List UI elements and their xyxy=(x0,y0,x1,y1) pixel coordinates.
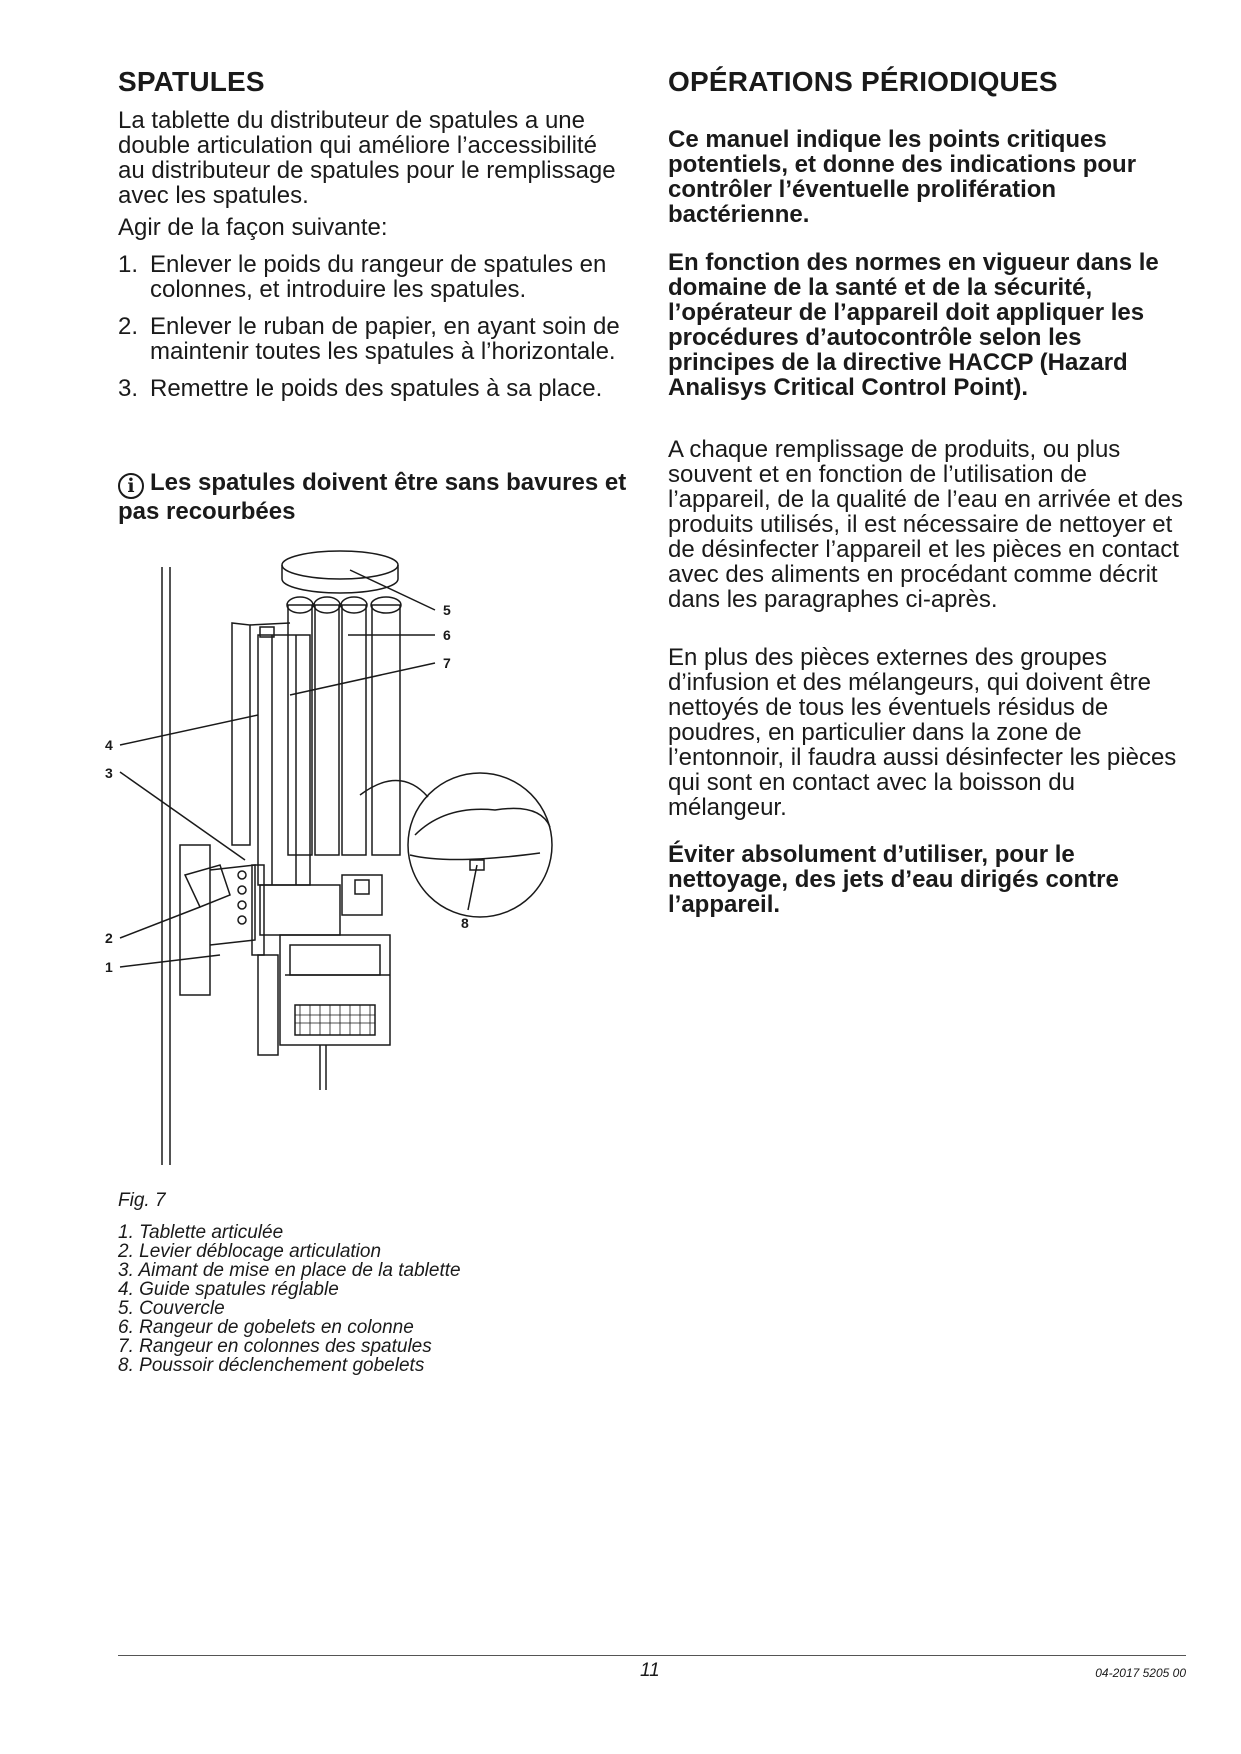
figure-7-illustration xyxy=(105,535,570,1170)
callout-2: 2 xyxy=(105,930,113,946)
critical-points-paragraph: Ce manuel indique les points critiques potentiels, et donne des indications pour contrôler l’éventuelle prolifération bactérienne. xyxy=(668,126,1137,228)
steps-list xyxy=(118,252,638,401)
callout-5: 5 xyxy=(443,602,451,618)
info-note: i Les spatules doivent être sans bavures et pas recourbées xyxy=(118,469,627,525)
dispenser-head xyxy=(280,935,390,1045)
legend-item: 6. Rangeur de gobelets en colonne xyxy=(118,1317,414,1338)
list-item: 1. Enlever le poids du rangeur de spatules en colonnes, et introduire les spatules. xyxy=(118,251,607,303)
intro-paragraph: La tablette du distributeur de spatules a une double articulation qui améliore l’accessibilité au distributeur de spatules pour le remplissage avec les spatules. xyxy=(118,107,616,209)
machine-drawing xyxy=(105,535,570,1170)
legend-item: 3. Aimant de mise en place de la tablette xyxy=(118,1260,461,1281)
list-item: 2. Enlever le ruban de papier, en ayant soin de maintenir toutes les spatules à l’horizontale. xyxy=(118,313,620,365)
detail-zoom-circle xyxy=(408,773,552,917)
callout-8: 8 xyxy=(461,915,469,931)
callout-1: 1 xyxy=(105,959,113,975)
section-title-spatules: SPATULES xyxy=(118,66,265,97)
callout-3: 3 xyxy=(105,765,113,781)
callout-7: 7 xyxy=(443,655,451,671)
footer-divider xyxy=(118,1655,1186,1656)
legend-item: 7. Rangeur en colonnes des spatules xyxy=(118,1336,432,1357)
legend-item: 1. Tablette articulée xyxy=(118,1222,284,1243)
info-icon: i xyxy=(118,473,144,499)
list-item: 3. Remettre le poids des spatules à sa place. xyxy=(118,375,603,402)
legend-item: 8. Poussoir déclenchement gobelets xyxy=(118,1355,425,1376)
page-number: 11 xyxy=(640,1660,660,1681)
callout-6: 6 xyxy=(443,627,451,643)
spatula-column xyxy=(258,635,310,885)
cleaning-paragraph: A chaque remplissage de produits, ou plus souvent et en fonction de l’utilisation de l’appareil, de la qualité de l’eau en arrivée et des produits utilisés, il est nécessaire de nettoyer et de désinfecter l’appareil et les pièces en contact avec des aliments en procédant comme décrit dans les paragraphes ci-après. xyxy=(668,436,1184,613)
disinfection-paragraph: En plus des pièces externes des groupes d’infusion et des mélangeurs, qui doivent être nettoyés de tous les éventuels résidus de poudres, en particulier dans la zone de l’entonnoir, il faudra aussi désinfecter les pièces qui sont en contact avec la boisson du mélangeur. xyxy=(668,644,1177,821)
callout-4: 4 xyxy=(105,737,113,753)
figure-caption: Fig. 7 xyxy=(118,1190,166,1211)
lid-shape xyxy=(282,551,398,579)
document-code: 04-2017 5205 00 xyxy=(1095,1666,1186,1680)
back-casing xyxy=(232,623,250,845)
procedure-lead: Agir de la façon suivante: xyxy=(118,214,388,241)
legend-item: 4. Guide spatules réglable xyxy=(118,1279,339,1300)
haccp-paragraph: En fonction des normes en vigueur dans le domaine de la santé et de la sécurité, l’opérateur de l’appareil doit appliquer les procédures d’autocontrôle selon les principes de la directive HACCP (Hazard Analisys Critical Control Point). xyxy=(668,249,1159,401)
warning-paragraph: Éviter absolument d’utiliser, pour le nettoyage, des jets d’eau dirigés contre l’appareil. xyxy=(668,841,1119,918)
section-title-operations: OPÉRATIONS PÉRIODIQUES xyxy=(668,66,1058,97)
hinged-tablet xyxy=(180,845,210,995)
legend-item: 5. Couvercle xyxy=(118,1298,225,1319)
legend-item: 2. Levier déblocage articulation xyxy=(118,1241,382,1262)
cup-tube xyxy=(288,605,312,855)
figure-legend xyxy=(118,1223,461,1375)
